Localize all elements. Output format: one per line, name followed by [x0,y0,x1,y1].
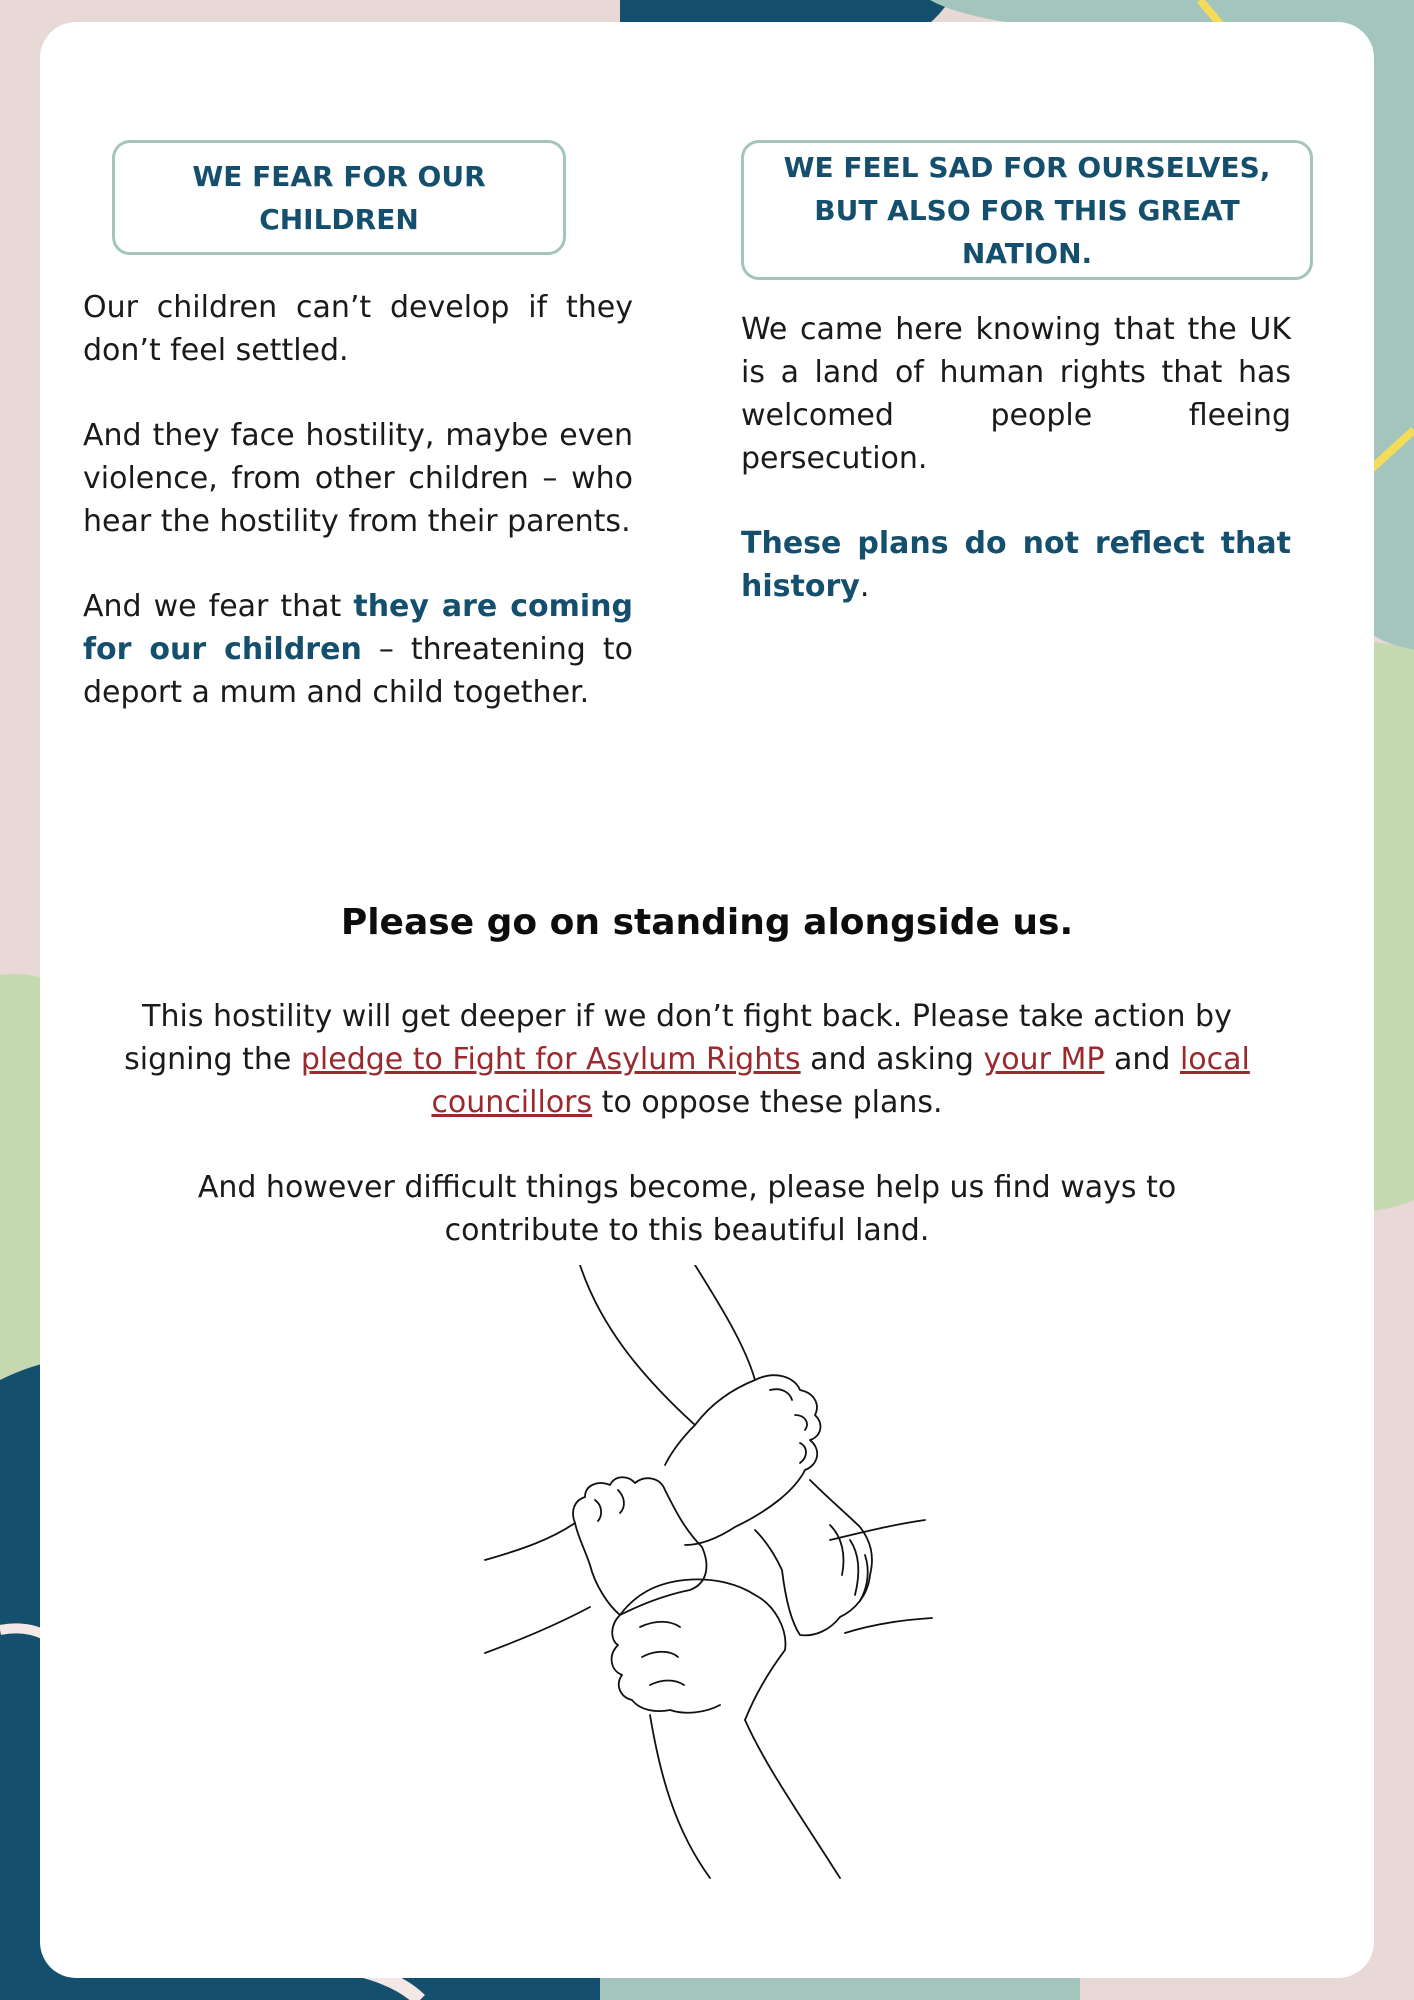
linked-hands-icon [470,1265,940,1890]
left-paragraph-3-end: – threatening to deport a mum and child together. [83,632,633,710]
cta-heading: Please go on standing alongside us. [340,902,1074,943]
left-title-box [112,140,566,255]
left-paragraph-2: And they face hostility, maybe even violence, from other children – who hear the hostility from their parents. [83,418,633,539]
cta-text-2: and asking [800,1042,984,1077]
right-paragraph-2 [741,522,1291,608]
left-paragraph-3 [83,585,633,714]
local-councillors-link[interactable]: local councillors [431,1042,1250,1120]
right-title: WE FEEL SAD FOR OURSELVES, BUT ALSO FOR THIS GREAT NATION. [783,150,1271,270]
closing-paragraph: And however difficult things become, please help us find ways to contribute to this beautiful land. [197,1170,1177,1248]
right-column [741,308,1291,650]
cta-paragraph [100,995,1274,1124]
left-paragraph-3-highlight: they are coming for our children [83,589,633,667]
cta-text-4: to oppose these plans. [592,1085,943,1120]
right-paragraph-2-highlight: These plans do not reflect that history [741,526,1291,604]
your-mp-link[interactable]: your MP [983,1042,1105,1077]
left-column [83,286,633,756]
left-paragraph-1: Our children can’t develop if they don’t feel settled. [83,290,633,368]
left-title: WE FEAR FOR OUR CHILDREN [192,159,486,236]
pledge-link[interactable]: pledge to Fight for Asylum Rights [300,1042,801,1077]
left-paragraph-3-start: And we fear that [83,589,354,624]
cta-text-1: This hostility will get deeper if we don’t fight back. Please take action by signing the [124,999,1232,1077]
right-paragraph-1: We came here knowing that the UK is a land of human rights that has welcomed people fleeing persecution. [741,312,1291,476]
right-paragraph-2-end: . [859,569,870,604]
cta-text-3: and [1104,1042,1180,1077]
right-title-box [741,140,1313,280]
